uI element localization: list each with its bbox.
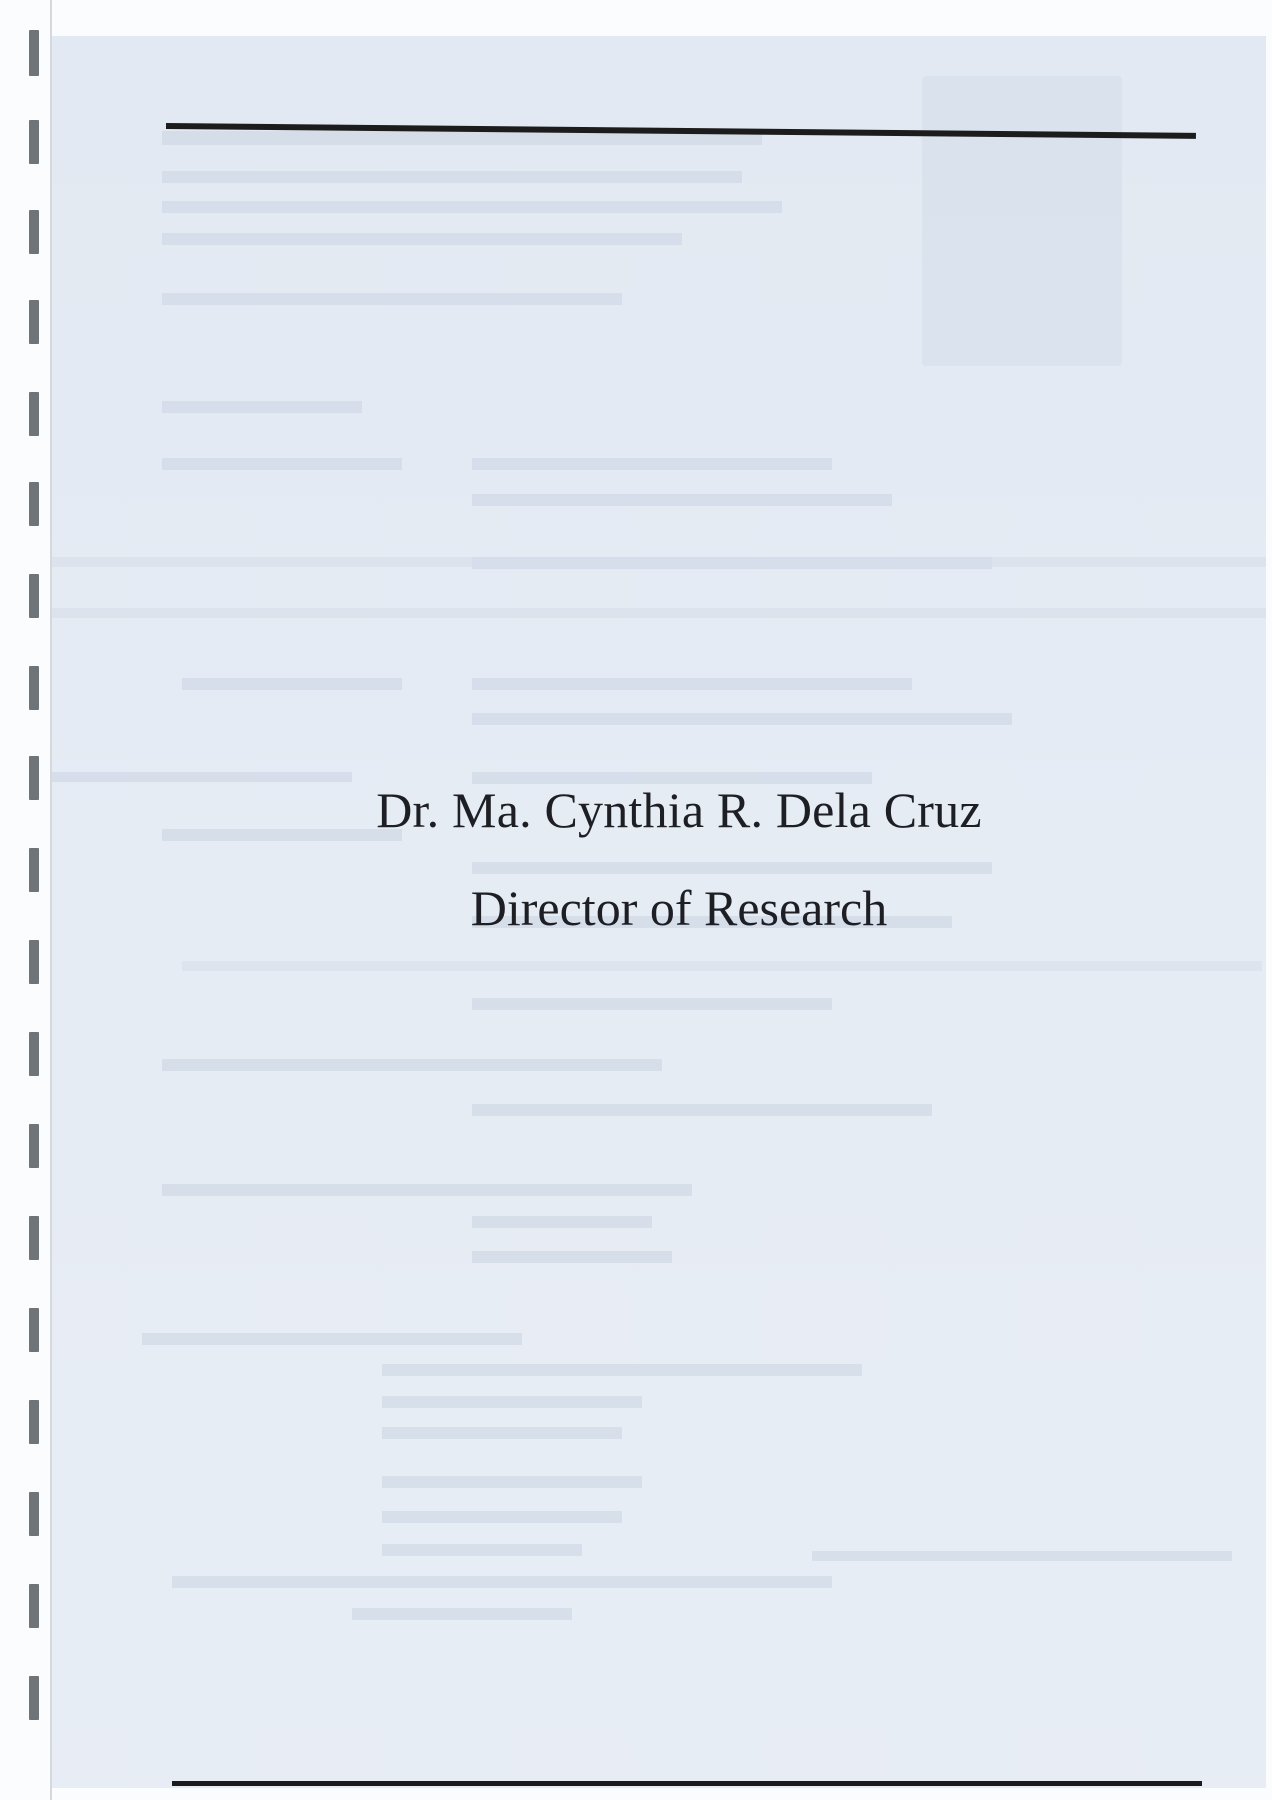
binding-tab (29, 1308, 39, 1352)
binding-tab (29, 756, 39, 800)
binding-tab (29, 1032, 39, 1076)
binding-tab (29, 210, 39, 254)
binding-tab (29, 120, 39, 164)
binding-tab (29, 392, 39, 436)
binding-tab (29, 1676, 39, 1720)
binding-tab (29, 1400, 39, 1444)
binding-tab (29, 482, 39, 526)
comb-binding (0, 0, 52, 1800)
binding-tab (29, 666, 39, 710)
binding-tab (29, 1124, 39, 1168)
person-name: Dr. Ma. Cynthia R. Dela Cruz (376, 782, 982, 838)
binding-tab (29, 1584, 39, 1628)
binding-tab (29, 1216, 39, 1260)
title-block (52, 770, 1266, 948)
binding-tab (29, 30, 39, 76)
binding-tab (29, 940, 39, 984)
bottom-rule (172, 1781, 1202, 1786)
binding-tab (29, 1492, 39, 1536)
binding-tab (29, 848, 39, 892)
job-title: Director of Research (470, 880, 888, 936)
binding-tab (29, 574, 39, 618)
binding-tab (29, 300, 39, 344)
